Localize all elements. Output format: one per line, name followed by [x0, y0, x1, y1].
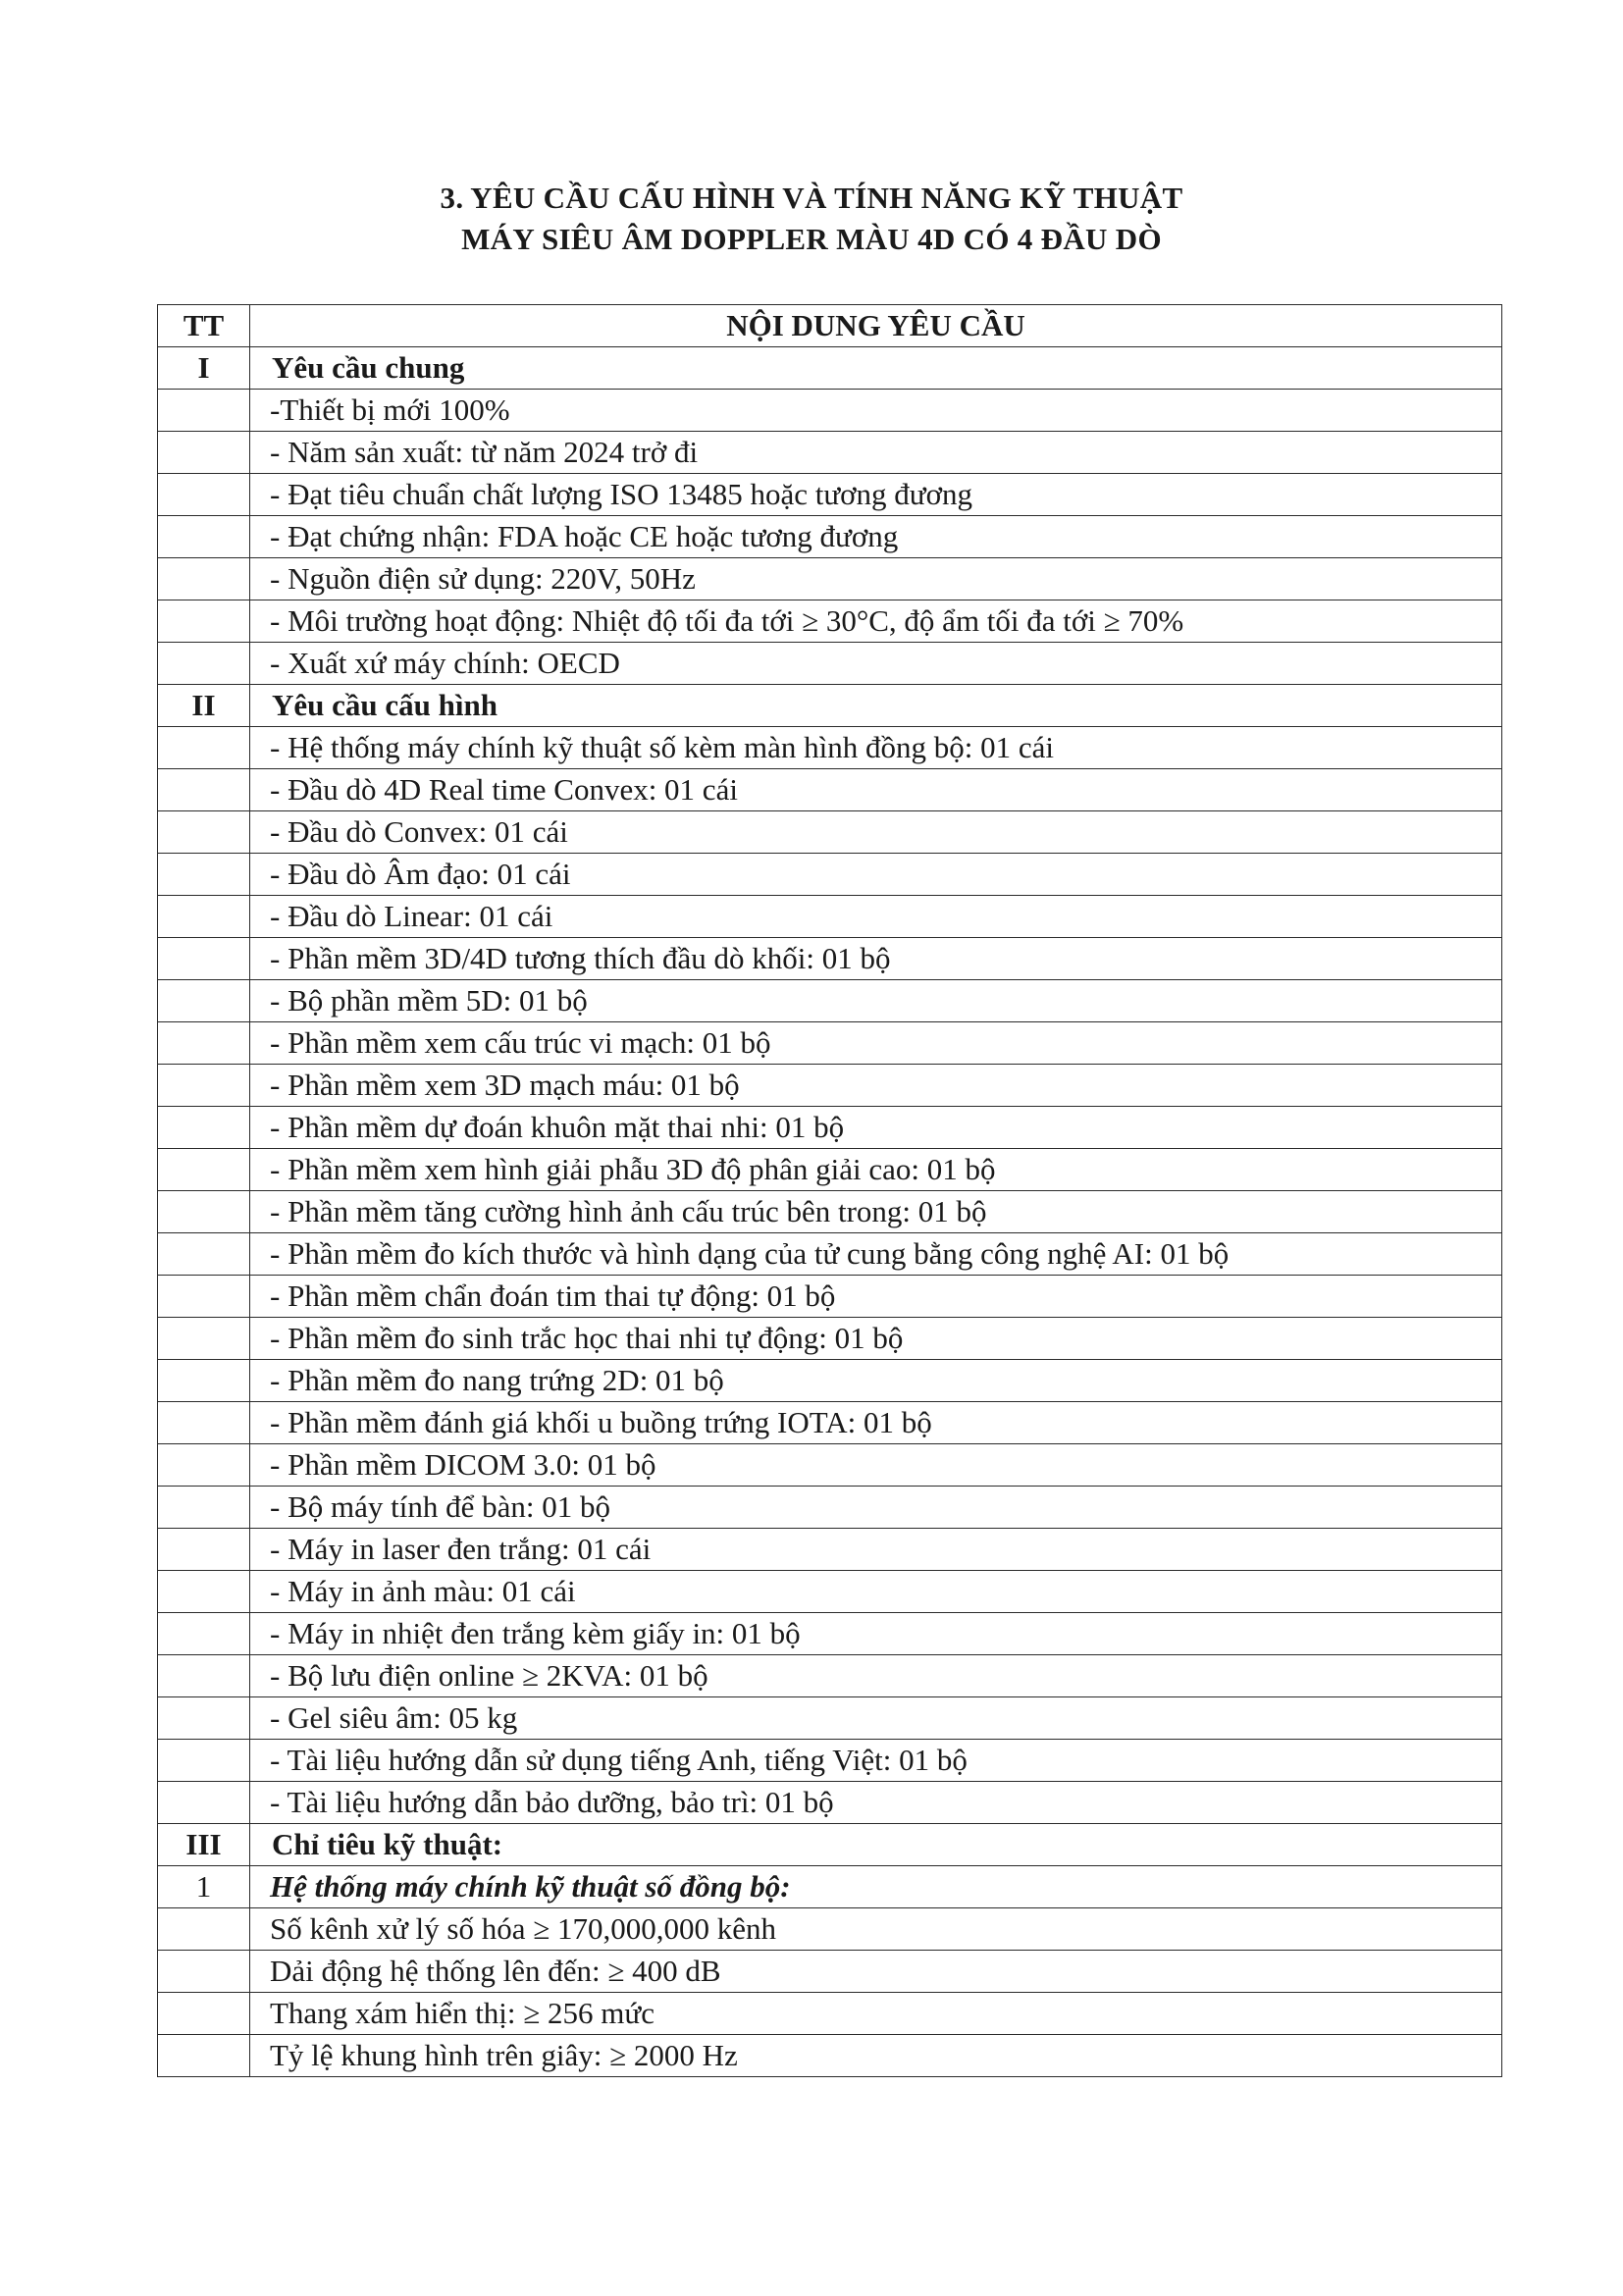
row-content: - Đầu dò Linear: 01 cái [250, 896, 1502, 938]
row-content: - Bộ lưu điện online ≥ 2KVA: 01 bộ [250, 1655, 1502, 1697]
row-number [158, 811, 250, 854]
table-row [158, 1908, 1502, 1951]
row-content: - Tài liệu hướng dẫn sử dụng tiếng Anh, tiếng Việt: 01 bộ [250, 1740, 1502, 1782]
row-content: - Phần mềm tăng cường hình ảnh cấu trúc bên trong: 01 bộ [250, 1191, 1502, 1233]
row-number [158, 643, 250, 685]
row-content: Tỷ lệ khung hình trên giây: ≥ 2000 Hz [250, 2035, 1502, 2077]
table-row [158, 1487, 1502, 1529]
row-number [158, 938, 250, 980]
row-content: - Máy in nhiệt đen trắng kèm giấy in: 01 bộ [250, 1613, 1502, 1655]
row-number [158, 1233, 250, 1276]
table-row [158, 1697, 1502, 1740]
row-content: - Nguồn điện sử dụng: 220V, 50Hz [250, 558, 1502, 600]
row-content: - Phần mềm xem cấu trúc vi mạch: 01 bộ [250, 1022, 1502, 1065]
table-row [158, 1233, 1502, 1276]
row-content: - Phần mềm đo nang trứng 2D: 01 bộ [250, 1360, 1502, 1402]
table-row [158, 1360, 1502, 1402]
header-tt: TT [158, 305, 250, 347]
table-row [158, 769, 1502, 811]
table-row [158, 1149, 1502, 1191]
row-content: - Phần mềm đo sinh trắc học thai nhi tự động: 01 bộ [250, 1318, 1502, 1360]
requirements-table [157, 304, 1502, 2077]
table-header-row [158, 305, 1502, 347]
table-row [158, 600, 1502, 643]
row-content: - Năm sản xuất: từ năm 2024 trở đi [250, 432, 1502, 474]
table-row [158, 1318, 1502, 1360]
row-content: - Gel siêu âm: 05 kg [250, 1697, 1502, 1740]
row-content: Yêu cầu chung [250, 347, 1502, 390]
row-content: - Bộ máy tính để bàn: 01 bộ [250, 1487, 1502, 1529]
table-row [158, 1191, 1502, 1233]
row-number [158, 516, 250, 558]
row-content: - Xuất xứ máy chính: OECD [250, 643, 1502, 685]
row-content: Hệ thống máy chính kỹ thuật số đồng bộ: [250, 1866, 1502, 1908]
table-row [158, 854, 1502, 896]
row-number [158, 980, 250, 1022]
row-content: - Máy in laser đen trắng: 01 cái [250, 1529, 1502, 1571]
table-row [158, 1571, 1502, 1613]
row-number [158, 558, 250, 600]
table-row [158, 1529, 1502, 1571]
row-content: - Đạt tiêu chuẩn chất lượng ISO 13485 hoặc tương đương [250, 474, 1502, 516]
row-number [158, 1908, 250, 1951]
table-row [158, 643, 1502, 685]
row-content: - Hệ thống máy chính kỹ thuật số kèm màn hình đồng bộ: 01 cái [250, 727, 1502, 769]
table-row [158, 1107, 1502, 1149]
table-row [158, 2035, 1502, 2077]
row-number [158, 1065, 250, 1107]
table-row [158, 1655, 1502, 1697]
table-row [158, 896, 1502, 938]
document-title-line-2: MÁY SIÊU ÂM DOPPLER MÀU 4D CÓ 4 ĐẦU DÒ [461, 222, 1162, 256]
row-number [158, 1529, 250, 1571]
row-content: - Tài liệu hướng dẫn bảo dưỡng, bảo trì: 01 bộ [250, 1782, 1502, 1824]
row-number [158, 390, 250, 432]
row-number [158, 1571, 250, 1613]
row-number [158, 1191, 250, 1233]
row-content: - Đầu dò Âm đạo: 01 cái [250, 854, 1502, 896]
row-content: - Máy in ảnh màu: 01 cái [250, 1571, 1502, 1613]
row-content: Yêu cầu cấu hình [250, 685, 1502, 727]
row-number [158, 2035, 250, 2077]
row-content: - Đầu dò 4D Real time Convex: 01 cái [250, 769, 1502, 811]
table-row [158, 1065, 1502, 1107]
subsection-row-main-system [158, 1866, 1502, 1908]
row-content: - Phần mềm dự đoán khuôn mặt thai nhi: 01 bộ [250, 1107, 1502, 1149]
row-number [158, 1318, 250, 1360]
row-number [158, 1951, 250, 1993]
row-content: Số kênh xử lý số hóa ≥ 170,000,000 kênh [250, 1908, 1502, 1951]
row-number: I [158, 347, 250, 390]
row-content: - Đầu dò Convex: 01 cái [250, 811, 1502, 854]
table-row [158, 727, 1502, 769]
row-number [158, 1360, 250, 1402]
row-number [158, 600, 250, 643]
row-number [158, 1655, 250, 1697]
table-row [158, 516, 1502, 558]
row-content: Thang xám hiển thị: ≥ 256 mức [250, 1993, 1502, 2035]
row-number [158, 896, 250, 938]
row-content: Dải động hệ thống lên đến: ≥ 400 dB [250, 1951, 1502, 1993]
row-content: -Thiết bị mới 100% [250, 390, 1502, 432]
row-content: - Phần mềm DICOM 3.0: 01 bộ [250, 1444, 1502, 1487]
section-row-technical [158, 1824, 1502, 1866]
section-row-configuration [158, 685, 1502, 727]
row-number: III [158, 1824, 250, 1866]
row-content: - Phần mềm xem 3D mạch máu: 01 bộ [250, 1065, 1502, 1107]
row-number [158, 1613, 250, 1655]
row-number [158, 474, 250, 516]
table-row [158, 1782, 1502, 1824]
row-number [158, 1487, 250, 1529]
table-row [158, 558, 1502, 600]
table-row [158, 432, 1502, 474]
row-number: 1 [158, 1866, 250, 1908]
row-number [158, 1782, 250, 1824]
row-number [158, 1107, 250, 1149]
row-number [158, 1276, 250, 1318]
table-row [158, 390, 1502, 432]
header-content: NỘI DUNG YÊU CẦU [250, 305, 1502, 347]
table-row [158, 1022, 1502, 1065]
row-number [158, 1402, 250, 1444]
row-number: II [158, 685, 250, 727]
table-row [158, 1740, 1502, 1782]
table-row [158, 474, 1502, 516]
row-content: - Phần mềm đo kích thước và hình dạng của tử cung bằng công nghệ AI: 01 bộ [250, 1233, 1502, 1276]
row-content: Chỉ tiêu kỹ thuật: [250, 1824, 1502, 1866]
section-row-general [158, 347, 1502, 390]
row-number [158, 1444, 250, 1487]
table-row [158, 1993, 1502, 2035]
row-content: - Đạt chứng nhận: FDA hoặc CE hoặc tương đương [250, 516, 1502, 558]
row-content: - Phần mềm xem hình giải phẫu 3D độ phân giải cao: 01 bộ [250, 1149, 1502, 1191]
row-number [158, 1697, 250, 1740]
row-content: - Phần mềm chẩn đoán tim thai tự động: 01 bộ [250, 1276, 1502, 1318]
table-row [158, 1276, 1502, 1318]
row-number [158, 727, 250, 769]
document-title-line-1: 3. YÊU CẦU CẤU HÌNH VÀ TÍNH NĂNG KỸ THUẬT [440, 181, 1183, 215]
table-row [158, 1613, 1502, 1655]
table-row [158, 1951, 1502, 1993]
row-number [158, 1993, 250, 2035]
row-number [158, 769, 250, 811]
table-row [158, 1444, 1502, 1487]
row-number [158, 1149, 250, 1191]
row-number [158, 1022, 250, 1065]
table-row [158, 1402, 1502, 1444]
row-number [158, 432, 250, 474]
row-number [158, 854, 250, 896]
row-content: - Phần mềm 3D/4D tương thích đầu dò khối: 01 bộ [250, 938, 1502, 980]
row-content: - Môi trường hoạt động: Nhiệt độ tối đa tới ≥ 30°C, độ ẩm tối đa tới ≥ 70% [250, 600, 1502, 643]
row-content: - Bộ phần mềm 5D: 01 bộ [250, 980, 1502, 1022]
row-number [158, 1740, 250, 1782]
table-row [158, 938, 1502, 980]
table-row [158, 811, 1502, 854]
table-row [158, 980, 1502, 1022]
row-content: - Phần mềm đánh giá khối u buồng trứng IOTA: 01 bộ [250, 1402, 1502, 1444]
